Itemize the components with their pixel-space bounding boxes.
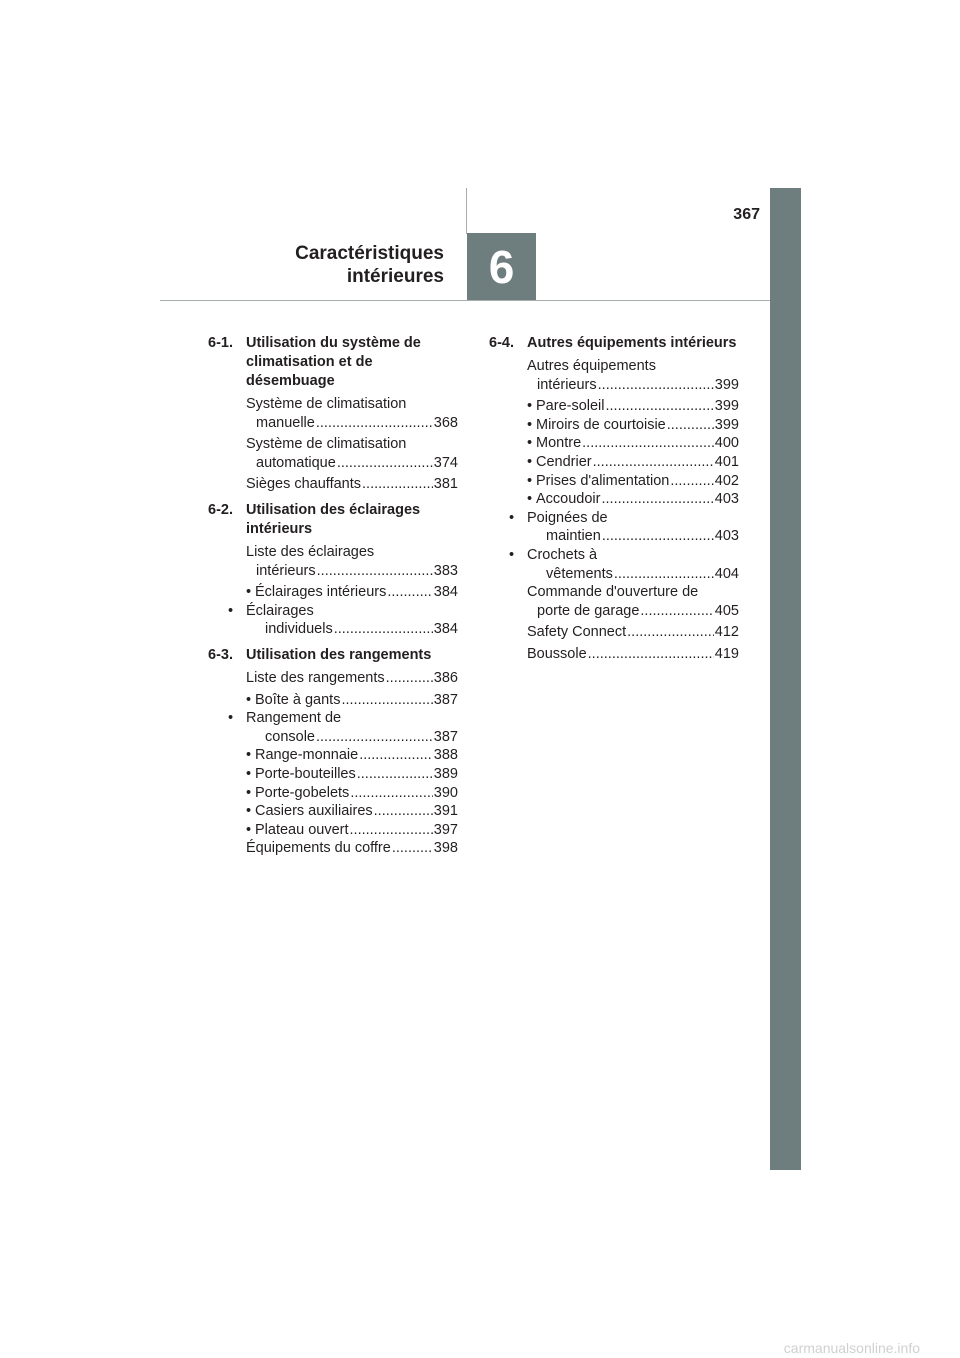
dot-leader <box>387 583 432 602</box>
bullet-icon: • <box>246 784 252 801</box>
toc-entry[interactable] <box>246 543 458 580</box>
entry-label: Pare-soleil <box>536 398 605 415</box>
entry-page-number: 397 <box>433 821 458 838</box>
entry-label: manuelle <box>256 414 315 431</box>
toc-subentry[interactable] <box>527 472 739 491</box>
section-number: 6-3. <box>208 646 233 663</box>
section-title: Utilisation des éclairages intérieurs <box>246 501 421 537</box>
entry-label: Plateau ouvert <box>255 821 349 838</box>
bullet-icon: • <box>527 398 533 415</box>
section-heading <box>208 501 458 539</box>
entry-label: Boîte à gants <box>255 691 341 708</box>
section-entries <box>208 543 458 639</box>
dot-leader <box>316 728 433 747</box>
bullet-icon: • <box>246 803 252 820</box>
section-title: Utilisation du système de climatisation et de désembuage <box>246 335 421 389</box>
entry-label: Éclairages intérieurs <box>255 584 387 601</box>
entry-label: vêtements <box>546 565 613 582</box>
dot-leader <box>602 527 714 546</box>
entry-page-number: 384 <box>433 584 458 601</box>
bullet-icon: • <box>527 472 533 489</box>
dot-leader <box>606 397 714 416</box>
entry-label: Range-monnaie <box>255 747 359 764</box>
dot-leader <box>667 416 714 435</box>
entry-label: automatique <box>256 454 336 471</box>
entry-page-number: 399 <box>714 416 739 433</box>
dot-leader <box>341 691 432 710</box>
dot-leader <box>593 453 714 472</box>
page-number: 367 <box>733 206 760 223</box>
section-title: Utilisation des rangements <box>246 646 432 663</box>
chapter-side-tab <box>770 188 801 1170</box>
entry-label: Système de climatisation <box>246 436 407 453</box>
bullet-icon: • <box>246 821 252 838</box>
bullet-icon: • <box>527 416 533 433</box>
toc-subentry[interactable] <box>527 397 739 416</box>
dot-leader <box>316 414 433 433</box>
entry-page-number: 388 <box>433 747 458 764</box>
chapter-title-line2: intérieures <box>346 266 444 287</box>
toc-section <box>208 501 458 639</box>
bullet-icon: • <box>246 765 252 782</box>
dot-leader <box>350 821 433 840</box>
toc-subentry[interactable] <box>509 546 739 583</box>
toc-subentry[interactable] <box>527 453 739 472</box>
dot-leader <box>350 784 432 803</box>
dot-leader <box>640 602 713 621</box>
toc-entry[interactable] <box>246 435 458 472</box>
toc-subentry[interactable] <box>246 691 458 710</box>
toc-subentry[interactable] <box>246 802 458 821</box>
toc-column-left <box>208 334 458 865</box>
toc-column-right <box>489 334 739 671</box>
toc-entry[interactable] <box>246 395 458 432</box>
entry-label: Éclairages <box>246 602 314 619</box>
entry-page-number: 390 <box>433 784 458 801</box>
toc-entry[interactable] <box>527 645 739 664</box>
dot-leader <box>334 620 433 639</box>
entry-page-number: 400 <box>714 435 739 452</box>
bullet-icon: • <box>246 691 252 708</box>
entry-page-number: 383 <box>433 562 458 579</box>
entry-label: Commande d'ouverture de <box>527 584 699 601</box>
entry-page-number: 399 <box>714 398 739 415</box>
header-divider-vertical <box>466 188 467 234</box>
toc-subentry[interactable] <box>509 509 739 546</box>
watermark: carmanualsonline.info <box>783 1340 920 1356</box>
dot-leader <box>359 746 433 765</box>
bullet-icon: • <box>228 602 234 619</box>
header-divider-horizontal <box>160 300 770 301</box>
entry-label: Cendrier <box>536 453 592 470</box>
entry-label: Porte-bouteilles <box>255 765 356 782</box>
entry-label: Safety Connect <box>527 624 627 641</box>
entry-label: Boussole <box>527 645 587 662</box>
entry-label: Rangement de <box>246 710 342 727</box>
toc-entry[interactable] <box>246 669 458 688</box>
dot-leader <box>357 765 433 784</box>
entry-page-number: 419 <box>714 645 739 662</box>
dot-leader <box>317 562 433 581</box>
toc-entry[interactable] <box>527 623 739 642</box>
entry-label: Crochets à <box>527 546 598 563</box>
entry-label: Montre <box>536 435 582 452</box>
dot-leader <box>627 623 714 642</box>
bullet-icon: • <box>246 584 252 601</box>
entry-label: Liste des éclairages <box>246 543 375 560</box>
toc-subentry[interactable] <box>246 765 458 784</box>
section-entries <box>489 357 739 664</box>
toc-section <box>489 334 739 664</box>
section-title: Autres équipements intérieurs <box>527 335 737 351</box>
entry-page-number: 401 <box>714 453 739 470</box>
entry-label: Équipements du coffre <box>246 840 391 857</box>
chapter-title-line1: Caractéristiques <box>295 243 444 264</box>
entry-page-number: 387 <box>433 691 458 708</box>
toc-entry[interactable] <box>527 357 739 394</box>
dot-leader <box>670 472 713 491</box>
toc-subentry[interactable] <box>246 746 458 765</box>
entry-label: intérieurs <box>256 562 316 579</box>
entry-page-number: 374 <box>433 454 458 471</box>
section-heading <box>208 646 458 665</box>
entry-page-number: 391 <box>433 803 458 820</box>
entry-page-number: 404 <box>714 565 739 582</box>
toc-entry[interactable] <box>527 583 739 620</box>
toc-subentry[interactable] <box>246 784 458 803</box>
dot-leader <box>588 645 714 664</box>
toc-subentry[interactable] <box>527 416 739 435</box>
dot-leader <box>601 490 713 509</box>
entry-page-number: 368 <box>433 414 458 431</box>
toc-section <box>208 334 458 494</box>
entry-label: Porte-gobelets <box>255 784 350 801</box>
entry-label: Sièges chauffants <box>246 476 362 493</box>
dot-leader <box>614 565 714 584</box>
dot-leader <box>362 475 433 494</box>
section-number: 6-2. <box>208 501 233 518</box>
entry-label: Prises d'alimentation <box>536 472 670 489</box>
section-number: 6-4. <box>489 335 514 351</box>
section-entries <box>208 669 458 858</box>
entry-page-number: 412 <box>714 624 739 641</box>
toc-entry[interactable] <box>246 475 458 494</box>
dot-leader <box>374 802 433 821</box>
toc-subentry[interactable] <box>228 709 458 746</box>
entry-page-number: 403 <box>714 491 739 508</box>
dot-leader <box>386 669 433 688</box>
entry-page-number: 384 <box>433 621 458 638</box>
toc-subentry[interactable] <box>246 821 458 840</box>
section-heading <box>208 334 458 391</box>
toc-entry[interactable] <box>246 839 458 858</box>
section-number: 6-1. <box>208 335 233 351</box>
entry-label: maintien <box>546 528 601 545</box>
toc-subentry[interactable] <box>228 602 458 639</box>
bullet-icon: • <box>228 710 234 727</box>
entry-label: individuels <box>265 621 333 638</box>
entry-page-number: 402 <box>714 472 739 489</box>
entry-label: Casiers auxiliaires <box>255 803 373 820</box>
entry-page-number: 405 <box>714 602 739 619</box>
section-entries <box>208 395 458 494</box>
entry-label: Miroirs de courtoisie <box>536 416 666 433</box>
entry-page-number: 387 <box>433 728 458 745</box>
entry-label: console <box>265 728 315 745</box>
bullet-icon: • <box>527 453 533 470</box>
toc-subentry[interactable] <box>246 583 458 602</box>
bullet-icon: • <box>527 435 533 452</box>
section-heading <box>489 334 739 353</box>
toc-section <box>208 646 458 858</box>
bullet-icon: • <box>246 747 252 764</box>
dot-leader <box>582 434 714 453</box>
dot-leader <box>337 454 433 473</box>
dot-leader <box>598 376 714 395</box>
bullet-icon: • <box>509 546 515 563</box>
entry-label: Autres équipements <box>527 358 656 374</box>
entry-page-number: 389 <box>433 765 458 782</box>
entry-page-number: 403 <box>714 528 739 545</box>
entry-label: Système de climatisation <box>246 396 407 412</box>
entry-label: Poignées de <box>527 509 608 526</box>
bullet-icon: • <box>509 509 515 526</box>
toc-subentry[interactable] <box>527 434 739 453</box>
entry-page-number: 399 <box>714 376 739 393</box>
toc-subentry[interactable] <box>527 490 739 509</box>
chapter-number-box: 6 <box>467 233 536 301</box>
entry-label: intérieurs <box>537 376 597 393</box>
entry-label: Accoudoir <box>536 491 601 508</box>
entry-label: Liste des rangements <box>246 669 385 686</box>
dot-leader <box>392 839 433 858</box>
entry-page-number: 398 <box>433 840 458 857</box>
entry-page-number: 386 <box>433 669 458 686</box>
chapter-title <box>240 242 444 288</box>
entry-label: porte de garage <box>537 602 640 619</box>
bullet-icon: • <box>527 491 533 508</box>
entry-page-number: 381 <box>433 476 458 493</box>
